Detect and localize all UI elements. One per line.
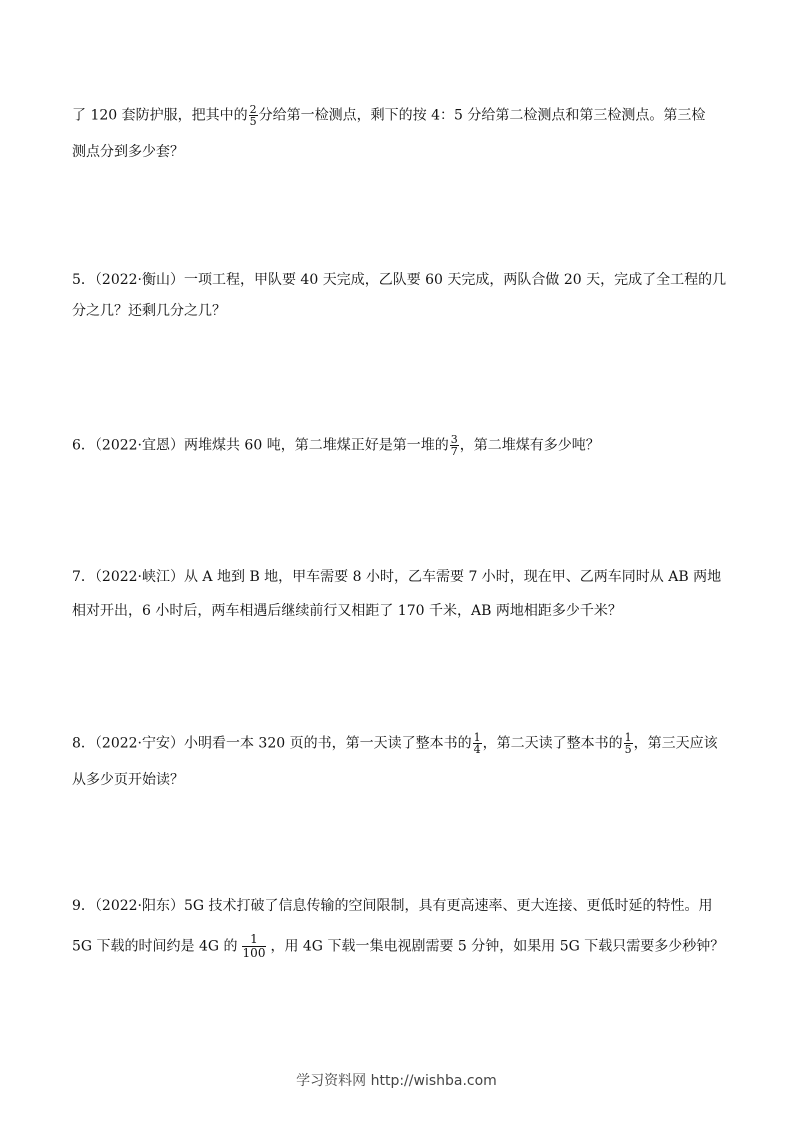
problem-6-text-b: ，第二堆煤有多少吨？ (459, 437, 600, 454)
problem-4-line-1 (72, 104, 705, 127)
problem-8-line-1 (72, 732, 718, 755)
fraction-1-5: $\frac{1}{5}$ (624, 731, 632, 756)
problem-5-line-1: 5．（2022·衡山）一项工程，甲队要 40 天完成，乙队要 60 天完成，两队合做 20 天，完成了全工程的几 (72, 272, 727, 288)
problem-7-line-2: 相对开出，6 小时后，两车相遇后继续前行又相距了 170 千米，AB 两地相距多少千米？ (72, 603, 622, 619)
fraction-1-4: $\frac{1}{4}$ (473, 731, 481, 756)
problem-4-text-a: 了 120 套防护服，把其中的 (72, 107, 248, 124)
problem-4-text-b: 分给第一检测点，剩下的按 4：5 分给第二检测点和第三检测点。第三检 (258, 107, 706, 124)
problem-8-text-a: 8．（2022·宁安）小明看一本 320 页的书，第一天读了整本书的 (72, 735, 472, 752)
problem-8-text-b: ，第二天读了整本书的 (482, 735, 623, 752)
problem-6-text-a: 6．（2022·宜恩）两堆煤共 60 吨，第二堆煤正好是第一堆的 (72, 437, 449, 454)
problem-7-line-1: 7．（2022·峡江）从 A 地到 B 地，甲车需要 8 小时，乙车需要 7 小时，现在甲、乙两车同时从 AB 两地 (72, 569, 722, 585)
footer-watermark: 学习资料网 http://wishba.com (296, 1073, 497, 1089)
fraction-3-7: $\frac{3}{7}$ (450, 433, 458, 458)
fraction-2-5: $\frac{2}{5}$ (249, 103, 257, 128)
problem-9-line-2 (72, 933, 724, 960)
problem-4-line-2: 测点分到多少套？ (72, 144, 184, 160)
problem-8-line-2: 从多少页开始读？ (72, 772, 184, 788)
problem-9-text-b: ，用 4G 下载一集电视剧需要 5 分钟，如果用 5G 下载只需要多少秒钟？ (270, 938, 725, 955)
problem-9-line-1: 9．（2022·阳东）5G 技术打破了信息传输的空间限制，具有更高速率、更大连接、更低时延的特性。用 (72, 898, 713, 914)
problem-9-text-a: 5G 下载的时间约是 4G 的 (72, 938, 238, 955)
fraction-1-100: $\frac{1}{100}$ (242, 932, 266, 960)
problem-8-text-c: ，第三天应该 (633, 735, 718, 752)
problem-5-line-2: 分之几？还剩几分之几？ (72, 303, 226, 319)
problem-6-line-1 (72, 434, 600, 457)
